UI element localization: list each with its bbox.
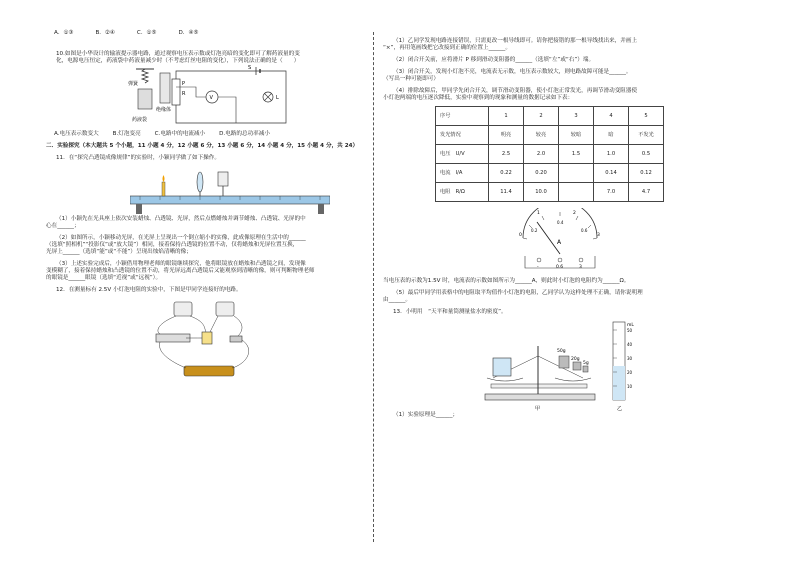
balance-and-cylinder-diagram	[483, 316, 643, 412]
table-cell: 明亮	[489, 125, 524, 144]
q11-text-line: 的眼镜是______眼镜（选填“近视”或“远视”）。	[46, 274, 162, 281]
table-cell: 2.5	[489, 144, 524, 163]
table-cell: 0.5	[629, 144, 664, 163]
q12-text-line: 小灯泡两端的电压逐次降低，实验中观察到的现象和测量的数据记录如下表：	[383, 94, 574, 101]
q13-text-line: （1）实验原理是______；	[393, 411, 459, 418]
table-cell: 0.12	[629, 163, 664, 182]
figure-label-yi: 乙	[617, 405, 623, 412]
table-row	[436, 125, 664, 144]
fig-label-spring: 弹簧	[128, 80, 139, 87]
q9-option-a: A．①③	[54, 30, 74, 36]
q9-option-c: C．①⑤	[136, 30, 157, 36]
q12-text-line: （2）闭合开关前，应将滑片 P 移到滑动变阻器的______（选填“左”或“右”）端。	[393, 56, 595, 63]
fig-label-insulator: 绝缘体	[156, 106, 172, 113]
table-cell: 0.20	[524, 163, 559, 182]
table-cell: 4	[594, 106, 629, 125]
q12-text-line: （1）乙同学发现电路连接错误，只需更改一根导线即可。请你把接错的那一根导线找出来，并画上	[393, 38, 638, 44]
weight-20g: 20g	[571, 356, 580, 362]
fig-label-v: V	[209, 94, 213, 101]
cylinder-unit: mL	[627, 322, 634, 328]
column-divider	[373, 32, 374, 542]
right-column	[383, 30, 713, 419]
section-two-heading: 二．实验探究（本大题共 5 个小题，11 小题 4 分，12 小题 6 分，13 小题 6 分，14 小题 4 分，15 小题 4 分，共 24）	[46, 142, 359, 149]
table-row	[436, 163, 664, 182]
q11-text-line: （选填“照相机”“投影仪”或“放大镜”）相同，接着保持凸透镜的位置不动，仅将蜡烛和光屏位置互换，	[46, 241, 299, 248]
fig-label-l: L	[276, 94, 279, 101]
table-cell: 不发光	[629, 125, 664, 144]
q10-option-d: D.电路的总功率减小	[219, 130, 270, 137]
q13-title: 13．小明用 “天平和量筒测量盐水的密度”。	[393, 308, 507, 315]
q11-text-line: （3）上述实验完成后，小颖借用物理老师的眼镜继续探究，他将眼镜放在蜡烛和凸透镜之间，发现像	[56, 260, 306, 267]
table-cell	[559, 163, 594, 182]
q10-option-a: A.电压表示数变大	[54, 130, 99, 137]
q11-text-line: 变模糊了，接着保持蜡烛和凸透镜的位置不动，将光屏远离凸透镜后又能观察到清晰的像，则可判断物理老师	[46, 267, 315, 274]
table-cell: 1.0	[594, 144, 629, 163]
terminal-0.6: 0.6	[556, 264, 564, 270]
q10-option-c: C.电路中的电流减小	[154, 130, 206, 137]
table-cell: 10.0	[524, 182, 559, 201]
table-cell: 0.14	[594, 163, 629, 182]
q10-circuit-figure	[116, 65, 368, 131]
table-cell: 11.4	[489, 182, 524, 201]
cylinder-tick-20: 20	[627, 369, 633, 375]
q12-text-line: （3）闭合开关，发现小灯泡不亮，电流表无示数，电压表示数较大，则电路故障可能是______。	[393, 68, 632, 75]
ammeter-dial	[515, 208, 605, 278]
cylinder-tick-50: 50	[627, 327, 633, 333]
table-cell: 2.0	[524, 144, 559, 163]
table-row	[436, 182, 664, 201]
optical-bench-figure	[130, 162, 368, 216]
q12-after-line: （5）最后甲同学用表格中的电阻取平均值作小灯泡的电阻，乙同学认为这样处理不正确，请你说明理	[393, 289, 643, 296]
cylinder-tick-30: 30	[627, 355, 633, 361]
q11-text-line: （1）小颖先在光具座上依次安装蜡烛、凸透镜、光屏，然后点燃蜡烛并调节蜡烛、凸透镜、光屏的中	[56, 215, 306, 222]
q9-options	[46, 30, 368, 37]
table-cell: 5	[629, 106, 664, 125]
q12-circuit-photo	[146, 294, 368, 386]
dial-unit-a: A	[557, 238, 562, 246]
q11-text-line: 光屏上______（选填“能”或“不能”）呈现出烛焰清晰的像；	[46, 248, 192, 255]
q12-text-line: （写出一种可能即可）	[383, 75, 439, 82]
ammeter-figure	[515, 208, 713, 278]
weight-5g: 5g	[583, 360, 589, 366]
q10-line: 化，电源电压恒定，药液袋中药液量减少时（不考虑灯丝电阻的变化），下列说法正确的是（ ）	[56, 57, 300, 64]
table-cell: 电流 I/A	[436, 163, 489, 182]
dial-label-0.6: 0.6	[581, 227, 588, 233]
table-cell: 0.22	[489, 163, 524, 182]
fig-label-s: S	[248, 64, 252, 71]
table-cell: 7.0	[594, 182, 629, 201]
q11-title: 11．在“探究凸透镜成像规律”的实验时，小颖同学做了如下操作。	[56, 154, 220, 161]
cylinder-tick-10: 10	[627, 383, 633, 389]
left-column	[46, 30, 368, 386]
q10-line: 10.如图是小华设计的输液提示器电路，通过观察电压表示数或灯泡亮暗的变化即可了解药液量的变	[56, 50, 300, 57]
fig-label-r: R	[182, 90, 186, 97]
table-cell	[559, 182, 594, 201]
table-cell: 发光情况	[436, 125, 489, 144]
table-row	[436, 144, 664, 163]
q12-text-line: “×”，再用笔画线把它改接到正确的位置上______。	[383, 44, 511, 51]
q9-option-b: B．②④	[95, 30, 115, 36]
table-cell: 1	[489, 106, 524, 125]
terminal-minus: -	[537, 264, 539, 270]
table-cell: 电阻 R/Ω	[436, 182, 489, 201]
dial-label-0.2: 0.2	[531, 227, 538, 233]
fig-label-p: P	[182, 80, 186, 87]
dial-label-3: 3	[597, 232, 600, 238]
dial-label-1: 1	[537, 210, 540, 216]
table-cell: 暗	[594, 125, 629, 144]
q9-option-d: D．④⑤	[178, 30, 199, 36]
table-cell: 3	[559, 106, 594, 125]
table-row	[436, 106, 664, 125]
table-cell: 较暗	[559, 125, 594, 144]
circuit-diagram	[116, 65, 316, 131]
table-cell: 电压 U/V	[436, 144, 489, 163]
dial-label-2: 2	[573, 210, 576, 216]
table-cell: 1.5	[559, 144, 594, 163]
weight-50g: 50g	[557, 348, 566, 354]
q12-after-line: 当电压表的示数为1.5V 时，电流表的示数如图所示为______A，则此时小灯泡的电阻约为______Ω。	[383, 277, 630, 284]
q12-after-line: 由______。	[383, 296, 411, 303]
physical-circuit-diagram	[146, 294, 276, 386]
table-cell: 序号	[436, 106, 489, 125]
q11-text-line: 心在______；	[46, 222, 80, 229]
q10-options	[46, 131, 368, 138]
q12-text-line: （4）排除故障后，甲同学先闭合开关，调节滑动变阻器，使小灯泡正常发光，再调节滑动变阻器使	[393, 87, 638, 94]
q10-option-b: B.灯泡变亮	[112, 130, 141, 137]
cylinder-tick-40: 40	[627, 341, 633, 347]
optical-bench-diagram	[130, 162, 330, 216]
table-cell: 2	[524, 106, 559, 125]
q12-title: 12．在测量标有 2.5V 小灯泡电阻的实验中，下图是甲同学连接好的电路。	[56, 286, 242, 293]
terminal-3: 3	[579, 264, 582, 270]
figure-label-jia: 甲	[535, 405, 541, 412]
fig-label-bag: 药液袋	[132, 116, 148, 123]
data-table	[435, 106, 664, 202]
table-cell: 较亮	[524, 125, 559, 144]
table-cell: 4.7	[629, 182, 664, 201]
balance-cylinder-figure	[483, 316, 713, 412]
dial-label-0.4: 0.4	[557, 219, 564, 225]
q11-text-line: （2）如图所示，小颖移动光屏，在光屏上呈现出一个倒立缩小的实像，此成像原理在生活中的______	[56, 234, 306, 241]
dial-label-0: 0	[519, 232, 522, 238]
